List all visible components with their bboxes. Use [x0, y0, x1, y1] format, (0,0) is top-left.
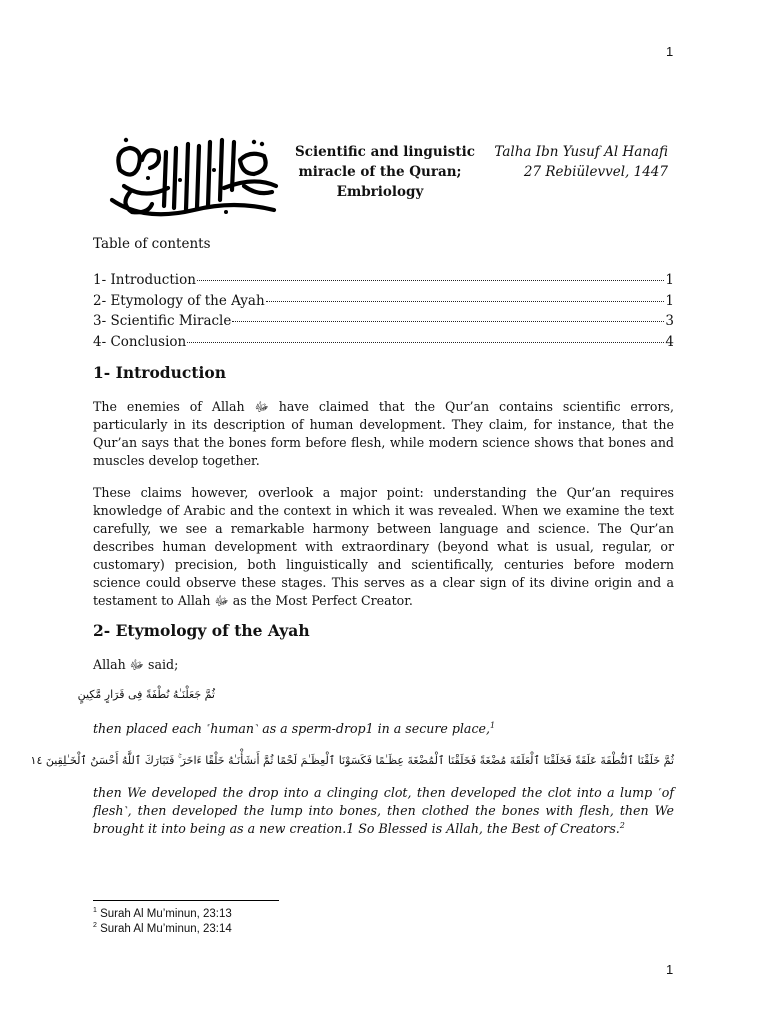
toc-entry-label: 1- Introduction	[93, 272, 196, 288]
footnote-number: 1	[93, 907, 97, 915]
section-heading-etymology: 2- Etymology of the Ayah	[93, 621, 310, 640]
toc-entry-label: 2- Etymology of the Ayah	[93, 292, 265, 309]
footnote-ref-1[interactable]: 1	[489, 720, 496, 730]
translation-text: then placed each ˹human˺ as a sperm-drop1 in a secure place,	[93, 721, 490, 736]
ayah-arabic-23-13: ثُمَّ جَعَلْنَـٰهُ نُطْفَةً فِى قَرَارٍ مَّكِينٍ	[77, 688, 215, 701]
toc-entry-label: 3- Scientific Miracle	[93, 313, 232, 329]
toc-entry-page: 4	[665, 333, 674, 350]
toc-entry-scientific-miracle[interactable]	[93, 311, 674, 332]
author-name: Talha Ibn Yusuf Al Hanafi	[494, 144, 668, 160]
toc-dot-leader	[197, 279, 664, 281]
shahada-calligraphy-logo	[104, 130, 280, 216]
document-title	[295, 142, 475, 202]
footnote-text: Surah Al Mu’minun, 23:14	[100, 923, 232, 935]
footnote-separator	[93, 900, 279, 901]
toc-dot-leader	[232, 320, 664, 322]
footnote-item	[93, 907, 232, 922]
toc-entry-etymology[interactable]	[93, 291, 674, 312]
toc-dot-leader	[187, 341, 664, 343]
toc-title: Table of contents	[93, 236, 211, 252]
toc-entry-page: 3	[665, 313, 674, 329]
section-heading-introduction: 1- Introduction	[93, 363, 226, 382]
toc-entry-page: 1	[665, 272, 674, 288]
toc-entry-page: 1	[665, 292, 674, 309]
author-block	[494, 142, 668, 182]
toc-entry-conclusion[interactable]	[93, 332, 674, 353]
footnote-number: 2	[93, 922, 97, 930]
footnote-text: Surah Al Mu’minun, 23:13	[100, 908, 232, 920]
footnote-item	[93, 922, 232, 937]
intro-paragraph-2: These claims however, overlook a major point: understanding the Qur’an requires knowledge of Arabic and the context in which it was revealed. When we examine the text carefully, we see a remarkable harmony between language and science. The Qur’an describes human development with extraordinary (beyond what is usual, regular, or customary) precision, both linguistically and scientifically, centuries before modern science could observe these stages. This serves as a clear sign of its divine origin and a testament to Allah ﷻ as the Most Perfect Creator.	[93, 485, 674, 608]
title-line: Scientific and linguistic	[295, 144, 475, 160]
title-line: miracle of the Quran;	[298, 164, 462, 180]
translation-text: then We developed the drop into a clinging clot, then developed the clot into a lump ˹of flesh˺, then developed the lump into bones, then clothed the bones with flesh, then We brought it into being as a new creation.1 So Blessed is Allah, the Best of Creators.	[93, 785, 674, 836]
toc-entry-label: 4- Conclusion	[93, 333, 187, 350]
ayah-translation-23-13	[93, 720, 674, 738]
etymology-intro: Allah ﷻ said;	[93, 657, 179, 672]
footnote-ref-2[interactable]: 2	[619, 820, 625, 830]
document-date: 27 Rebiülevvel, 1447	[523, 164, 668, 180]
document-header	[100, 130, 680, 220]
ayah-arabic-23-14: ثُمَّ خَلَقْنَا ٱلنُّطْفَةَ عَلَقَةً فَخَلَقْنَا ٱلْعَلَقَةَ مُضْغَةً فَخَلَقْنَا ٱلْمُضْغَةَ عِظَـٰمًا فَكَسَوْنَا ٱلْعِظَـٰمَ لَحْمًا ثُمَّ أَنشَأْنَـٰهُ خَلْقًا ءَاخَرَ ۚ فَتَبَارَكَ ٱللَّهُ أَحْسَنُ ٱلْخَـٰلِقِينَ ١٤	[30, 754, 674, 767]
title-line: Embriology	[336, 184, 424, 200]
footnotes	[93, 907, 232, 937]
ayah-translation-23-14	[93, 784, 674, 838]
toc-entry-introduction[interactable]	[93, 270, 674, 291]
toc-dot-leader	[266, 300, 665, 302]
page-number-top: 1	[666, 44, 674, 59]
intro-paragraph-1: The enemies of Allah ﷻ have claimed that the Qur’an contains scientific errors, particularly in its description of human development. They claim, for instance, that the Qur’an says that the bones form before flesh, while modern science shows that bones and muscles develop together.	[93, 399, 674, 468]
page-number-bottom: 1	[666, 962, 674, 977]
table-of-contents	[93, 270, 674, 352]
